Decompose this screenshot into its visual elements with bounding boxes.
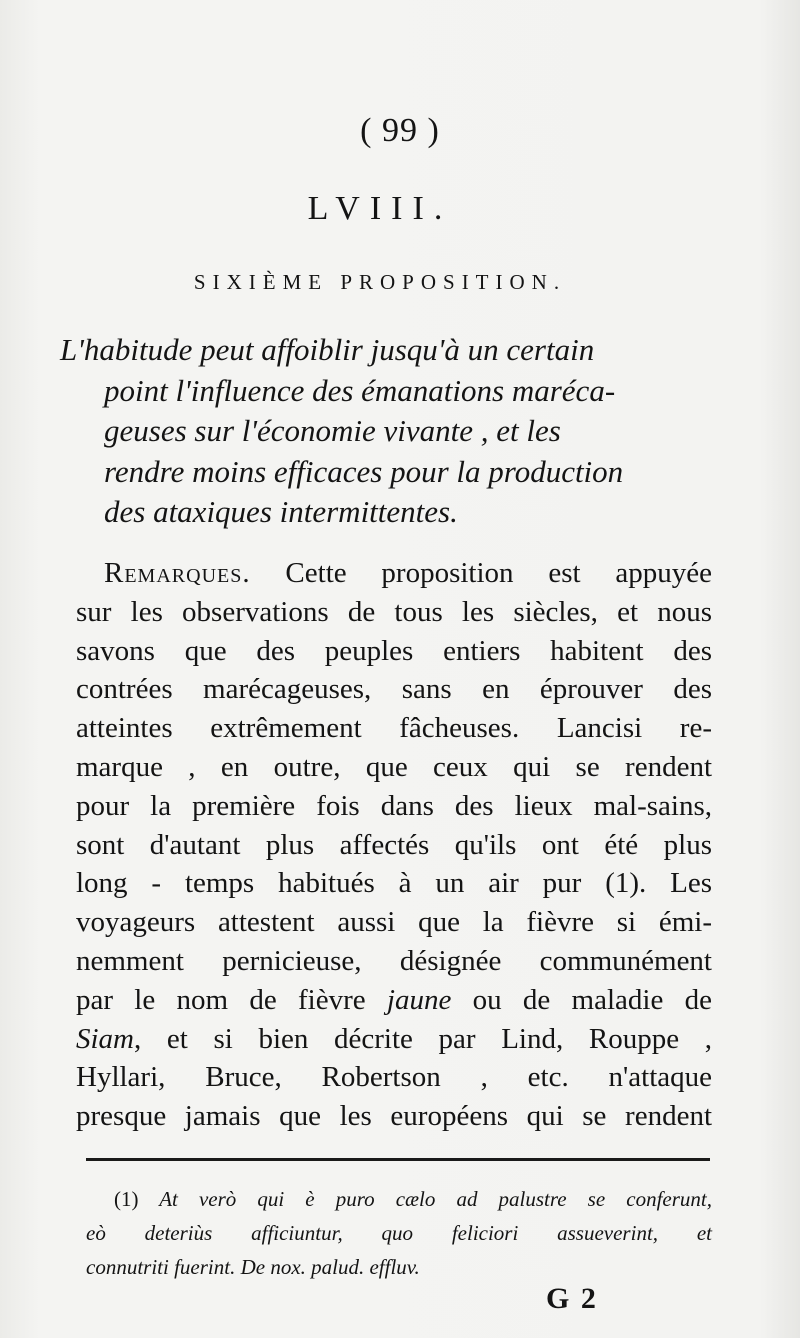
remarks-line: long - temps habitués à un air pur (1). Les	[76, 867, 712, 900]
remarks-text: Cette proposition est appuyée	[250, 557, 712, 589]
remarks-first-line	[76, 554, 712, 593]
remarks-line: presque jamais que les européens qui se rendent	[76, 1100, 712, 1133]
remarks-line: pour la première fois dans des lieux mal-sains,	[76, 789, 712, 822]
footnote-line: eò deteriùs afficiuntur, quo feliciori assueverint, et	[86, 1221, 712, 1245]
remarks-line: contrées marécageuses, sans en éprouver des	[76, 673, 712, 706]
section-number: LVIII.	[307, 190, 453, 227]
remarks-text: ou de maladie de	[451, 983, 712, 1016]
proposition-statement	[60, 330, 710, 533]
footnote-line: connutriti fuerint. De nox. palud. effluv.	[86, 1255, 420, 1279]
remarks-line: savons que des peuples entiers habitent des	[76, 634, 712, 667]
remarks-line: marque , en outre, que ceux qui se rendent	[76, 750, 712, 783]
italic-term-jaune: jaune	[386, 983, 452, 1016]
remarks-label: Remarques.	[104, 557, 251, 589]
remarks-line: sont d'autant plus affectés qu'ils ont été plus	[76, 828, 712, 861]
remarks-line: Hyllari, Bruce, Robertson , etc. n'attaque	[76, 1061, 712, 1094]
remarks-line: nemment pernicieuse, désignée communément	[76, 944, 712, 977]
footnote-divider	[86, 1158, 710, 1161]
remarks-line: sur les observations de tous les siècles, et nous	[76, 595, 712, 628]
remarks-paragraph	[76, 554, 712, 1136]
proposition-title: SIXIÈME PROPOSITION.	[193, 270, 567, 294]
statement-line: geuses sur l'économie vivante , et les	[104, 413, 561, 448]
signature-mark: G 2	[546, 1282, 598, 1315]
statement-line: des ataxiques intermittentes.	[104, 494, 458, 529]
footnote-line	[86, 1182, 712, 1216]
page-number: ( 99 )	[360, 112, 440, 149]
statement-line: rendre moins efficaces pour la production	[104, 453, 624, 489]
statement-line: point l'influence des émanations maréca-	[104, 372, 616, 408]
remarks-line	[76, 1020, 712, 1059]
remarks-line	[76, 981, 712, 1020]
footnote-text: At verò qui è puro cælo ad palustre se conferunt,	[138, 1187, 712, 1211]
italic-term-siam: Siam	[76, 1022, 134, 1055]
footnote-marker: (1)	[114, 1187, 139, 1211]
remarks-text: par le nom de fièvre	[76, 983, 387, 1016]
remarks-line: voyageurs attestent aussi que la fièvre si émi-	[76, 906, 712, 939]
statement-line: L'habitude peut affoiblir jusqu'à un certain	[60, 332, 595, 367]
remarks-text: , et si bien décrite par Lind, Rouppe ,	[134, 1022, 712, 1055]
remarks-line: atteintes extrêmement fâcheuses. Lancisi re-	[76, 712, 712, 745]
footnote	[86, 1182, 712, 1284]
